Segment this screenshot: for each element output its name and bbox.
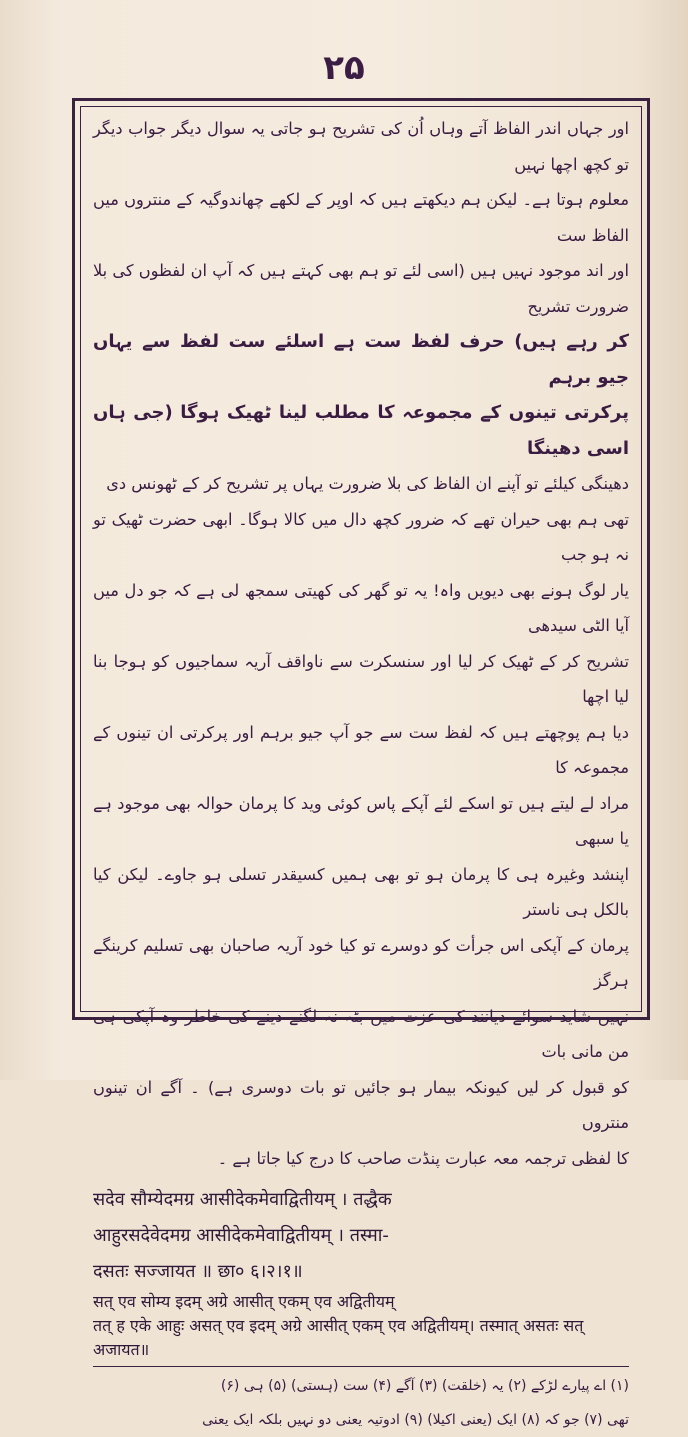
urdu-line: تشریح کر کے ٹھیک کر لیا اور سنسکرت سے ناواقف آریہ سماجیوں کو ہوجا بنا لیا اچھا — [93, 651, 629, 706]
urdu-line: کو قبول کر لیں کیونکہ بیمار ہو جائیں تو بات دوسری ہے) ۔ آگے ان تینوں منتروں — [93, 1077, 629, 1132]
sanskrit-line: सदेव सौम्येदमग्र आसीदेकमेवाद्वितीयम् । तद्धैक — [93, 1189, 392, 1210]
sanskrit-padapatha-line: सत् एव सोम्य इदम् अग्रे आसीत् एकम् एव अद्वितीयम् — [93, 1292, 395, 1311]
footnote-divider — [93, 1366, 629, 1367]
page-content — [93, 111, 629, 1428]
urdu-line: یار لوگ ہونے بھی دیویں واہ! یہ تو گھر کی کھیتی سمجھ لی ہے کہ جو دل میں آیا الٹی سیدھی — [93, 580, 629, 635]
urdu-line: دھینگی کیلئے تو آپنے ان الفاظ کی بلا ضرورت یہاں پر تشریح کر کے ٹھونس دی — [106, 474, 629, 493]
footnote-line: تھی (۷) جو کہ (۸) ایک (یعنی اکیلا) (۹) ادوتیہ یعنی دو نہیں بلکہ ایک یعنی — [202, 1412, 629, 1428]
urdu-line: معلوم ہوتا ہے۔ لیکن ہم دیکھتے ہیں کہ اوپر کے لکھے چھاندوگیہ کے منتروں میں الفاظ ست — [93, 190, 629, 245]
sanskrit-line: दसतः सज्जायत ॥ छा० ६।२।१॥ — [93, 1261, 303, 1282]
urdu-line: کا لفظی ترجمہ معہ عبارت پنڈت صاحب کا درج کیا جاتا ہے ۔ — [217, 1148, 629, 1168]
urdu-line: تھی ہم بھی حیران تھے کہ ضرور کچھ دال میں کالا ہوگا۔ ابھی حضرت ٹھیک تو نہ ہو جب — [93, 509, 629, 564]
urdu-line: اور جہاں اندر الفاظ آتے وہاں اُن کی تشریح ہو جاتی یہ سوال دیگر جواب دیگر تو کچھ اچھا نہیں — [93, 119, 629, 174]
urdu-line: اپنشد وغیرہ ہی کا پرمان ہو تو بھی ہمیں کسیقدر تسلی ہو جاوے۔ لیکن کیا بالکل ہی ناستر — [93, 864, 629, 919]
urdu-line: اور اند موجود نہیں ہیں (اسی لئے تو ہم بھی کہتے ہیں کہ آپ ان لفظوں کی بلا ضرورت تشریح — [93, 261, 629, 316]
sanskrit-line: आहुरसदेवेदमग्र आसीदेकमेवाद्वितीयम् । तस्मा- — [93, 1225, 389, 1246]
urdu-line: دیا ہم پوچھتے ہیں کہ لفظ ست سے جو آپ جیو برہم اور پرکرتی ان تینوں کے مجموعہ کا — [93, 722, 629, 777]
footnotes — [93, 1369, 629, 1437]
urdu-line: پرکرتی تینوں کے مجموعہ کا مطلب لینا ٹھیک ہوگا (جی ہاں اسی دھینگا — [93, 402, 629, 459]
urdu-line: نہیں شاید سوائے دیانند کی عزت میں بٹہ نہ لگنے دینے کی خاطر وہ آپکی ہی من مانی بات — [93, 1006, 629, 1061]
sanskrit-verse — [93, 1182, 629, 1362]
sanskrit-padapatha-line: तत् ह एके आहुः असत् एव इदम् अग्रे आसीत् एकम् एव अद्वितीयम्। तस्मात् असतः सत् अजायत॥ — [93, 1316, 584, 1359]
page-number: ۲۵ — [323, 48, 365, 88]
urdu-body — [93, 111, 629, 1176]
urdu-line: مراد لے لیتے ہیں تو اسکے لئے آپکے پاس کوئی وید کا پرمان حوالہ بھی موجود ہے یا سبھی — [93, 793, 629, 848]
urdu-line: پرمان کے آپکی اس جرأت کو دوسرے تو کیا خود آریہ صاحبان بھی تسلیم کرینگے ہرگز — [93, 935, 629, 990]
footnote-line: (۱) اے پیارے لڑکے (۲) یہ (خلقت) (۳) آگے (۴) ست (ہستی) (۵) ہی (۶) — [220, 1378, 629, 1394]
urdu-line: کر رہے ہیں) حرف لفظ ست ہے اسلئے ست لفظ سے یہاں جیو برہم — [93, 331, 629, 388]
text-frame — [72, 98, 650, 1428]
